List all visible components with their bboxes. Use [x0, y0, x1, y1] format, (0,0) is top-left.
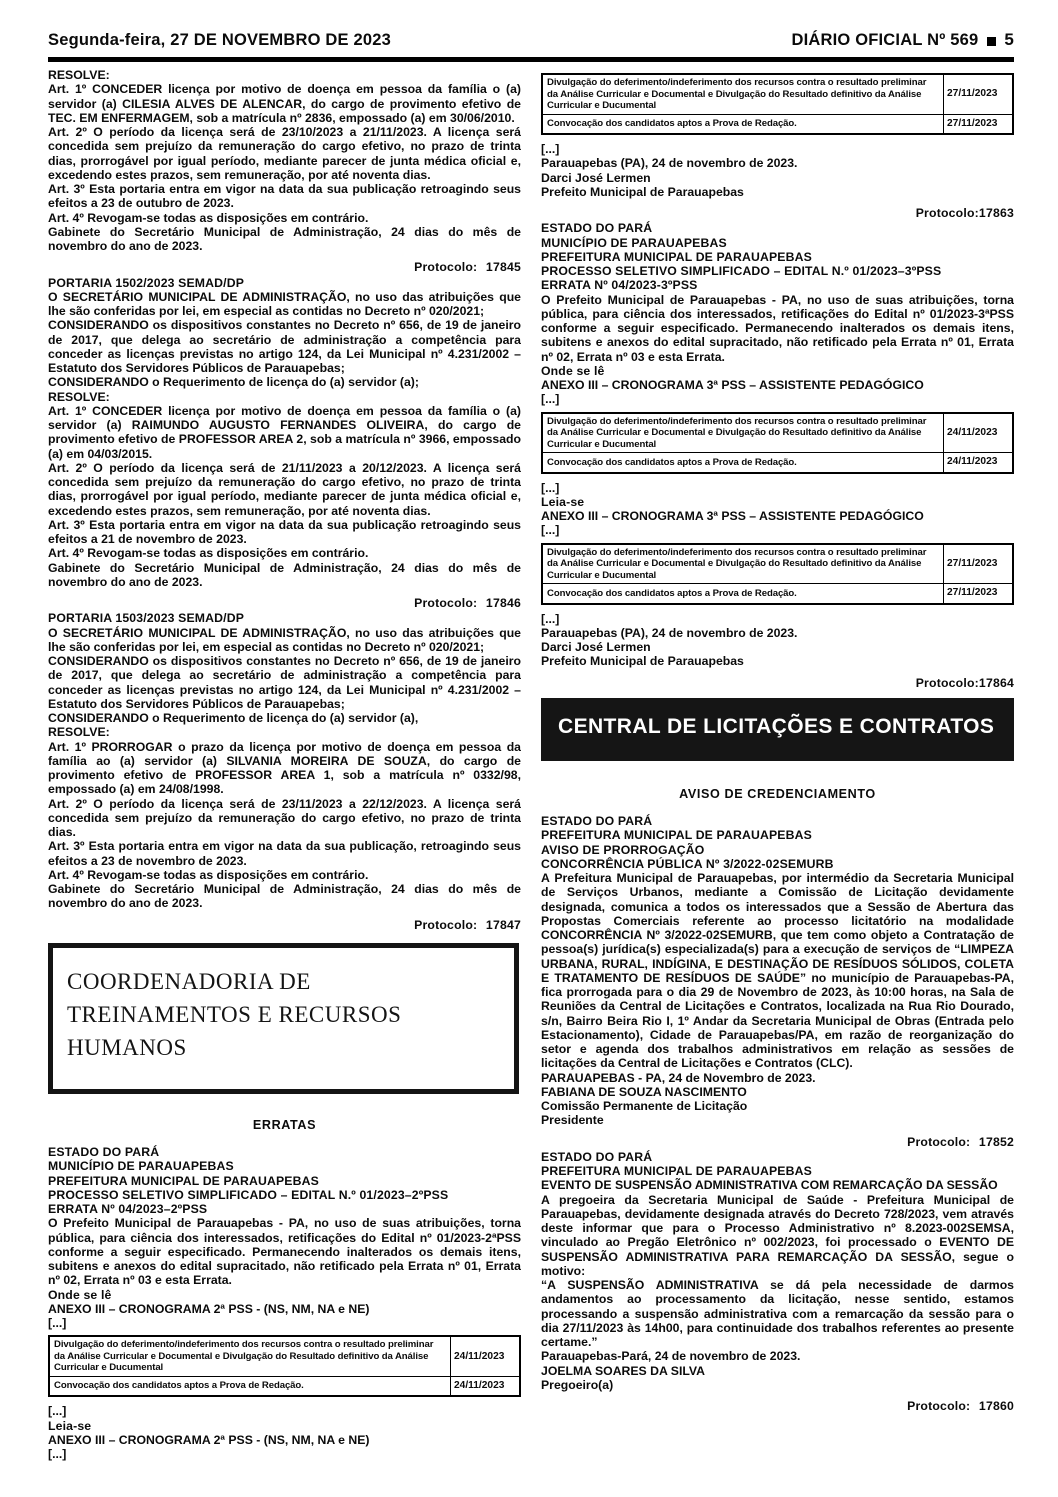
- right-column: [541, 68, 1014, 1492]
- paragraph: Darci José Lermen: [541, 640, 651, 655]
- section-heading: Leia-se: [48, 1418, 92, 1433]
- edition-date: Segunda-feira, 27 DE NOVEMBRO DE 2023: [48, 31, 391, 49]
- cronograma-table: [541, 543, 1014, 605]
- table-row: [542, 544, 1013, 584]
- table-cell-date: 24/11/2023: [944, 413, 1014, 453]
- paragraph: ANEXO III – CRONOGRAMA 2ª PSS - (NS, NM, NA e NE): [48, 1432, 370, 1447]
- paragraph: Art. 1º PRORROGAR o prazo da licença por motivo de doença em pessoa da família ao (a) servidor (a) SILVANIA MOREIRA DE SOUZA, do cargo de provimento efetivo de PROFESSOR AREA 1, sob a matrícula nº 0332/98, empossado (a) em 24/08/1998.: [48, 739, 521, 797]
- paragraph: CONSIDERANDO os dispositivos constantes no Decreto nº 656, de 19 de janeiro de 2017, que delega ao secretário de administração a competência para conceder as licenças previstas no artigo 124, da Lei Municipal nº 4.231/2002 – Estatuto dos Servidores Públicos de Parauapebas;: [48, 654, 521, 711]
- protocol-number: Protocolo: 17860: [907, 1399, 1014, 1414]
- table-row: [542, 413, 1013, 453]
- section-heading: ESTADO DO PARÁ: [541, 814, 653, 829]
- gazette-title-group: [791, 30, 1014, 50]
- protocol-number: Protocolo:17863: [915, 206, 1014, 221]
- portaria-1502-heading: PORTARIA 1502/2023 SEMAD/DP: [48, 275, 245, 290]
- table-cell-desc: Divulgação do deferimento/indeferimento dos recursos contra o resultado preliminar da Análise Curricular e Documental e Divulgação do Resultado definitivo da Análise Curricular e Ducumental: [542, 74, 944, 114]
- paragraph: [...]: [541, 392, 560, 407]
- paragraph: Art. 1º CONCEDER licença por motivo de doença em pessoa da família o (a) servidor (a) RAIMUNDO AUGUSTO FERNANDES OLIVEIRA, do cargo de provimento efetivo de PROFESSOR AREA 2, sob a matrícula nº 3966, empossado (a) em 04/03/2015.: [48, 403, 521, 461]
- paragraph: O Prefeito Municipal de Parauapebas - PA, no uso de suas atribuições, torna pública, para ciência dos interessados, retificações do Edital nº 01/2023-2ªPSS conforme a seguir especificado. Permanecendo inalterados os demais itens, subitens e anexos do edital supracitado, não retificado pela Errata nº 01, Errata nº 02, Errata nº 03 e esta Errata.: [48, 1216, 521, 1288]
- cronograma-table: [541, 73, 1014, 135]
- paragraph: RESOLVE:: [48, 725, 110, 740]
- table-cell-desc: Convocação dos candidatos aptos a Prova de Redação.: [542, 584, 944, 604]
- page-number: 5: [1004, 30, 1014, 49]
- table-cell-date: 27/11/2023: [944, 544, 1014, 584]
- section-heading: ERRATA Nº 04/2023-3ºPSS: [541, 278, 698, 293]
- paragraph: [...]: [541, 611, 560, 626]
- paragraph: A pregoeira da Secretaria Municipal de Saúde - Prefeitura Municipal de Parauapebas, devidamente designada através do Decreto 728/2023, vem através deste informar que para o Processo Administrativo nº 8.2023-002SEMSA, vinculado ao Pregão Eletrônico nº 002/2023, foi processado o EVENTO DE SUSPENSÃO ADMINISTRATIVA PARA REMARCAÇÃO DA SESSÃO, segue o motivo:: [541, 1192, 1014, 1278]
- paragraph: Art. 2º O período da licença será de 23/10/2023 a 21/11/2023. A licença será concedida sem prejuízo da remuneração do cargo efetivo, no prazo de trinta dias, prorrogável por igual período, mediante parecer de junta médica oficial e, excedendo estes prazos, sem remuneração, por até noventa dias.: [48, 125, 521, 182]
- paragraph: Art. 4º Revogam-se todas as disposições em contrário.: [48, 867, 369, 882]
- section-heading: MUNICÍPIO DE PARAUAPEBAS: [541, 235, 727, 250]
- paragraph: Parauapebas-Pará, 24 de novembro de 2023.: [541, 1349, 801, 1364]
- paragraph: [...]: [48, 1447, 67, 1462]
- paragraph: CONSIDERANDO os dispositivos constantes no Decreto nº 656, de 19 de janeiro de 2017, que delega ao secretário de administração a competência para conceder as licenças previstas no artigo 124, da Lei Municipal nº 4.231/2002 – Estatuto dos Servidores Públicos de Parauapebas;: [48, 318, 521, 375]
- paragraph: RESOLVE:: [48, 68, 110, 82]
- paragraph: Comissão Permanente de Licitação: [541, 1099, 748, 1114]
- section-heading: Leia-se: [541, 494, 585, 509]
- table-cell-date: 27/11/2023: [944, 74, 1014, 114]
- paragraph: Art. 4º Revogam-se todas as disposições em contrário.: [48, 210, 369, 225]
- black-square-icon: [987, 37, 996, 46]
- portaria-1503-heading: PORTARIA 1503/2023 SEMAD/DP: [48, 611, 245, 626]
- masthead: [48, 30, 1014, 50]
- table-cell-date: 24/11/2023: [944, 453, 1014, 473]
- left-column: [48, 68, 521, 1492]
- protocol-number: Protocolo:17864: [915, 675, 1014, 690]
- section-heading: PREFEITURA MUNICIPAL DE PARAUAPEBAS: [541, 828, 812, 843]
- central-licitacoes-banner: CENTRAL DE LICITAÇÕES E CONTRATOS: [541, 698, 1014, 761]
- paragraph: Gabinete do Secretário Municipal de Administração, 24 dias do mês de novembro do ano de 2023.: [48, 224, 521, 253]
- paragraph: Darci José Lermen: [541, 170, 651, 185]
- paragraph: ANEXO III – CRONOGRAMA 3ª PSS – ASSISTENTE PEDAGÓGICO: [541, 509, 924, 524]
- erratas-heading: ERRATAS: [252, 1117, 317, 1132]
- paragraph: Prefeito Municipal de Parauapebas: [541, 184, 744, 199]
- section-heading: Onde se lê: [541, 363, 605, 378]
- section-heading: ESTADO DO PARÁ: [541, 221, 653, 236]
- paragraph: PARAUAPEBAS - PA, 24 de Novembro de 2023.: [541, 1070, 816, 1085]
- section-heading: PREFEITURA MUNICIPAL DE PARAUAPEBAS: [48, 1173, 319, 1188]
- paragraph: Pregoeiro(a): [541, 1377, 614, 1392]
- table-cell-date: 27/11/2023: [944, 114, 1014, 134]
- paragraph: Art. 2º O período da licença será de 21/11/2023 a 20/12/2023. A licença será concedida sem prejuízo da remuneração do cargo efetivo, no prazo de trinta dias, prorrogável por igual período, mediante parecer de junta médica oficial e, excedendo estes prazos, sem remuneração, por até noventa dias.: [48, 460, 521, 518]
- paragraph: [...]: [541, 480, 560, 495]
- paragraph: Parauapebas (PA), 24 de novembro de 2023.: [541, 156, 798, 171]
- paragraph: Art. 1º CONCEDER licença por motivo de doença em pessoa da família o (a) servidor (a) CILESIA ALVES DE ALENCAR, do cargo de provimento efetivo de TEC. EM ENFERMAGEM, sob a matrícula nº 2836, empossado (a) em 30/06/2010.: [48, 82, 521, 125]
- section-heading: PREFEITURA MUNICIPAL DE PARAUAPEBAS: [541, 1164, 812, 1179]
- paragraph: Art. 3º Esta portaria entra em vigor na data da sua publicação, retroagindo seus efeitos a 23 de novembro de 2023.: [48, 839, 521, 868]
- section-heading: Onde se lê: [48, 1287, 112, 1302]
- table-cell-desc: Convocação dos candidatos aptos a Prova de Redação.: [542, 453, 944, 473]
- section-heading: AVISO DE PRORROGAÇÃO: [541, 842, 705, 857]
- table-row: [542, 74, 1013, 114]
- table-cell-desc: Divulgação do deferimento/indeferimento dos recursos contra o resultado preliminar da Análise Curricular e Documental e Divulgação do Resultado definitivo da Análise Curricular e Ducumental: [542, 413, 944, 453]
- paragraph: FABIANA DE SOUZA NASCIMENTO: [541, 1084, 747, 1099]
- protocol-number: Protocolo: 17847: [414, 917, 521, 932]
- table-row: [49, 1336, 520, 1376]
- cronograma-table: [541, 412, 1014, 474]
- table-row: [542, 584, 1013, 604]
- paragraph: RESOLVE:: [48, 389, 110, 404]
- section-heading: CONCORRÊNCIA PÚBLICA Nº 3/2022-02SEMURB: [541, 856, 834, 871]
- paragraph: O SECRETÁRIO MUNICIPAL DE ADMINISTRAÇÃO, no uso das atribuições que lhe são conferidas por lei, em especial as contidas no Decreto nº 020/2021;: [48, 289, 521, 318]
- table-cell-date: 24/11/2023: [451, 1377, 521, 1397]
- paragraph: [...]: [541, 142, 560, 157]
- section-heading: PROCESSO SELETIVO SIMPLIFICADO – EDITAL N.º 01/2023–3ºPSS: [541, 264, 942, 279]
- paragraph: Art. 3º Esta portaria entra em vigor na data da sua publicação retroagindo seus efeitos a 21 de novembro de 2023.: [48, 517, 521, 546]
- section-heading: ESTADO DO PARÁ: [541, 1149, 653, 1164]
- section-heading: ERRATA Nº 04/2023–2ºPSS: [48, 1202, 208, 1216]
- protocol-number: Protocolo: 17852: [907, 1134, 1014, 1149]
- section-heading: PREFEITURA MUNICIPAL DE PARAUAPEBAS: [541, 249, 812, 264]
- paragraph: A Prefeitura Municipal de Parauapebas, por intermédio da Secretaria Municipal de Serviços Urbanos, mediante a Comissão de Licitação devidamente designada, comunica a todos os interessados que a Sessão de Abertura das Propostas Comerciais referente ao processo licitatório na modalidade CONCORRÊNCIA Nº 3/2022-02SEMURB, que tem como objeto a Contratação de pessoa(s) jurídica(s) especializada(s) para a execução de serviços de “LIMPEZA URBANA, RURAL, INDÍGINA, E DESTINAÇÃO DE RESÍDUOS SÓLIDOS, COLETA E TRATAMENTO DE RESÍDUOS DE SAÚDE” no município de Parauapebas-PA, fica prorrogada para o dia 29 de Novembro de 2023, às 10:00 horas, na Sala de Reuniões da Central de Licitações e Contratos, localizada na Rua Rio Dourado, s/n, Bairro Beira Rio I, 1º Andar da Secretaria Municipal de Obras (Entrada pelo Estacionamento), Cidade de Parauapebas/PA, em razão de reorganização do setor e agenda dos trabalhos administrativos em relação as sessões de licitações da Central de Licitações e Contratos (CLC).: [541, 871, 1014, 1071]
- paragraph: Gabinete do Secretário Municipal de Administração, 24 dias do mês de novembro do ano de 2023.: [48, 560, 521, 589]
- paragraph: “A SUSPENSÃO ADMINISTRATIVA se dá pela necessidade de darmos andamentos ao processamento da licitação, nesse sentido, estamos processando a suspensão administrativa com a remarcação da sessão para o dia 27/11/2023 às 14h00, para continuidade dos trabalhos referentes ao presente certame.”: [541, 1278, 1014, 1350]
- paragraph: ANEXO III – CRONOGRAMA 2ª PSS - (NS, NM, NA e NE): [48, 1301, 370, 1316]
- paragraph: [...]: [48, 1316, 67, 1330]
- gazette-number: DIÁRIO OFICIAL Nº 569: [791, 30, 979, 49]
- paragraph: Art. 4º Revogam-se todas as disposições em contrário.: [48, 546, 369, 561]
- paragraph: ANEXO III – CRONOGRAMA 3ª PSS – ASSISTENTE PEDAGÓGICO: [541, 378, 924, 393]
- paragraph: Art. 2º O período da licença será de 23/11/2023 a 22/12/2023. A licença será concedida sem prejuízo da remuneração do cargo efetivo, no prazo de trinta dias.: [48, 796, 521, 839]
- paragraph: O SECRETÁRIO MUNICIPAL DE ADMINISTRAÇÃO, no uso das atribuições que lhe são conferidas por lei, em especial as contidas no Decreto nº 020/2021;: [48, 625, 521, 654]
- table-cell-date: 24/11/2023: [451, 1336, 521, 1376]
- aviso-credenciamento-heading: AVISO DE CREDENCIAMENTO: [679, 786, 876, 801]
- paragraph: Presidente: [541, 1113, 604, 1128]
- section-heading: PROCESSO SELETIVO SIMPLIFICADO – EDITAL N.º 01/2023–2ºPSS: [48, 1187, 449, 1202]
- protocol-number: Protocolo: 17846: [414, 596, 521, 610]
- paragraph: Parauapebas (PA), 24 de novembro de 2023.: [541, 625, 798, 640]
- paragraph: JOELMA SOARES DA SILVA: [541, 1363, 706, 1378]
- table-cell-desc: Convocação dos candidatos aptos a Prova de Redação.: [542, 114, 944, 134]
- table-cell-desc: Divulgação do deferimento/indeferimento dos recursos contra o resultado preliminar da Análise Curricular e Documental e Divulgação do Resultado definitivo da Análise Curricular e Ducumental: [542, 544, 944, 584]
- table-row: [49, 1377, 520, 1397]
- paragraph: EVENTO DE SUSPENSÃO ADMINISTRATIVA COM REMARCAÇÃO DA SESSÃO: [541, 1178, 998, 1193]
- paragraph: O Prefeito Municipal de Parauapebas - PA, no uso de suas atribuições, torna pública, para ciência dos interessados, retificações do Edital nº 01/2023-3ªPSS conforme a seguir especificado. Permanecendo inalterados os demais itens, subitens e anexos do edital supracitado, não retificado pela Errata nº 01, Errata nº 02, Errata nº 03 e esta Errata.: [541, 292, 1014, 364]
- paragraph: CONSIDERANDO o Requerimento de licença do (a) servidor (a);: [48, 375, 419, 390]
- paragraph: [...]: [541, 523, 560, 538]
- section-heading: ESTADO DO PARÁ: [48, 1145, 160, 1159]
- header-rule: [48, 57, 1014, 62]
- table-row: [542, 453, 1013, 473]
- section-heading: MUNICÍPIO DE PARAUAPEBAS: [48, 1159, 234, 1174]
- table-row: [542, 114, 1013, 134]
- paragraph: Art. 3º Esta portaria entra em vigor na data da sua publicação retroagindo seus efeitos a 23 de outubro de 2023.: [48, 182, 521, 211]
- paragraph: CONSIDERANDO o Requerimento de licença do (a) servidor (a),: [48, 711, 419, 725]
- table-cell-desc: Convocação dos candidatos aptos a Prova de Redação.: [49, 1377, 451, 1397]
- paragraph: Gabinete do Secretário Municipal de Administração, 24 dias do mês de novembro do ano de 2023.: [48, 882, 521, 911]
- cronograma-table: [48, 1335, 521, 1397]
- paragraph: Prefeito Municipal de Parauapebas: [541, 654, 744, 669]
- paragraph: [...]: [48, 1404, 67, 1419]
- table-cell-date: 27/11/2023: [944, 584, 1014, 604]
- table-cell-desc: Divulgação do deferimento/indeferimento dos recursos contra o resultado preliminar da Análise Curricular e Documental e Divulgação do Resultado definitivo da Análise Curricular e Ducumental: [49, 1336, 451, 1376]
- coordenadoria-section-title: COORDENADORIA DE TREINAMENTOS E RECURSOS HUMANOS: [48, 943, 519, 1094]
- protocol-number: Protocolo: 17845: [414, 260, 521, 275]
